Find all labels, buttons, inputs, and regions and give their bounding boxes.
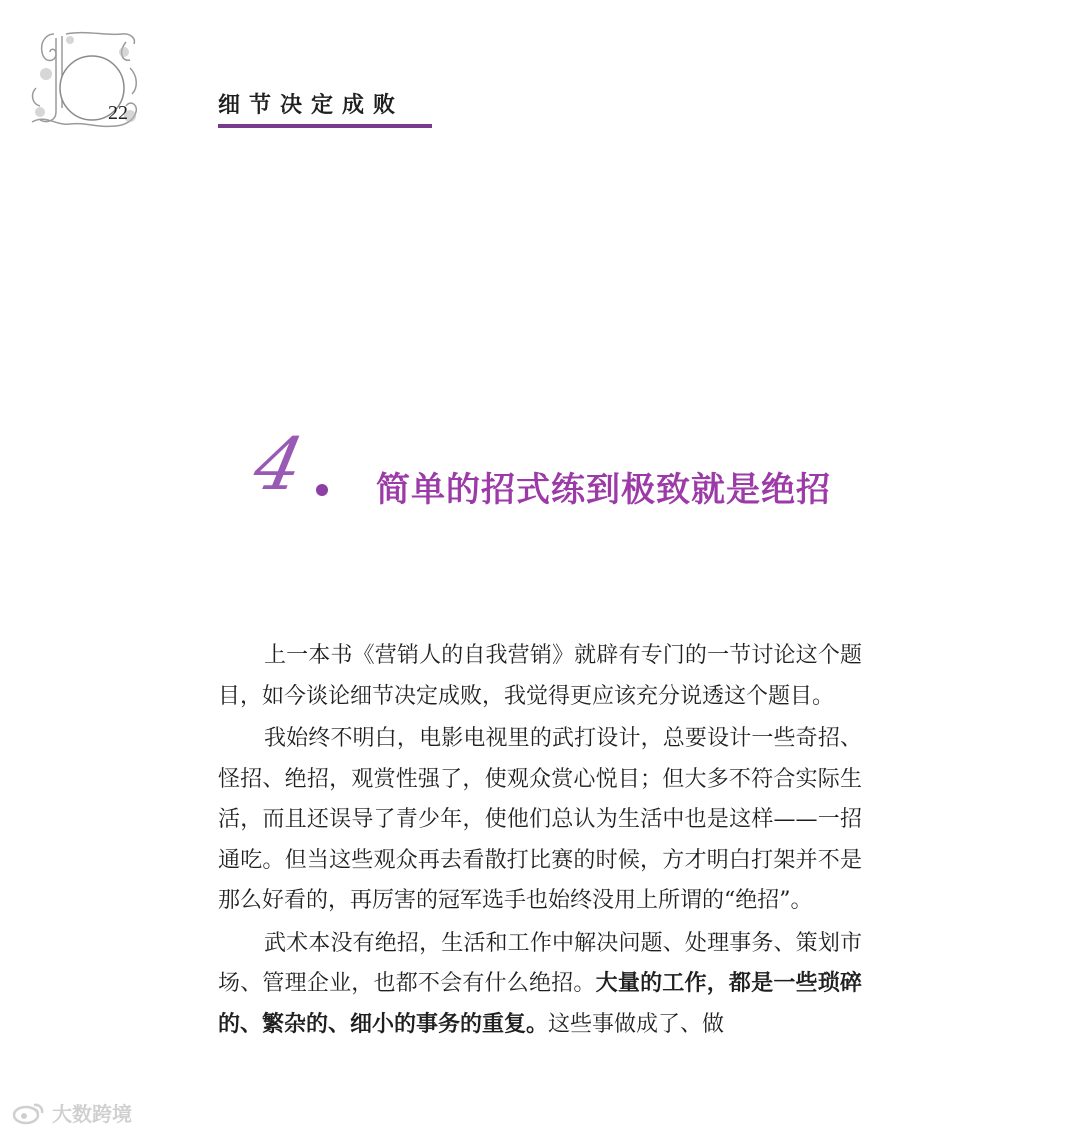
- page-number: 22: [108, 102, 128, 124]
- paragraph: [218, 924, 862, 1046]
- running-head-rule: [218, 124, 432, 128]
- watermark-text: 大数跨境: [52, 1102, 132, 1126]
- running-head-title: 细节决定成败: [218, 92, 405, 118]
- watermark: [12, 1098, 132, 1127]
- paragraph-text: 这些事做成了、做: [548, 1011, 725, 1037]
- page-number-ornament: [26, 28, 142, 132]
- paragraph: 我始终不明白，电影电视里的武打设计，总要设计一些奇招、怪招、绝招，观赏性强了，使观众赏心悦目；但大多不符合实际生活，而且还误导了青少年，使他们总认为生活中也是这样——一招通吃。但当这些观众再去看散打比赛的时候，方才明白打架并不是那么好看的，再厉害的冠军选手也始终没用上所谓的“绝招”。: [218, 726, 862, 913]
- paragraph-emphasis: 大量的工作，都是一些琐碎的、繁杂的、细小的事务的重复。: [218, 971, 862, 1037]
- weibo-like-logo-icon: [12, 1101, 46, 1125]
- body-text: [218, 636, 862, 1047]
- paragraph: 上一本书《营销人的自我营销》就辟有专门的一节讨论这个题目，如今谈论细节决定成败，我觉得更应该充分说透这个题目。: [218, 643, 862, 709]
- section-number-dot: [316, 484, 328, 496]
- paragraph-text: 武术本没有绝招，生活和工作中解决问题、处理事务、策划市场、管理企业，也都不会有什么绝招。: [218, 930, 862, 996]
- section-title: 简单的招式练到极致就是绝招: [376, 470, 831, 510]
- section-number: 4: [247, 422, 311, 506]
